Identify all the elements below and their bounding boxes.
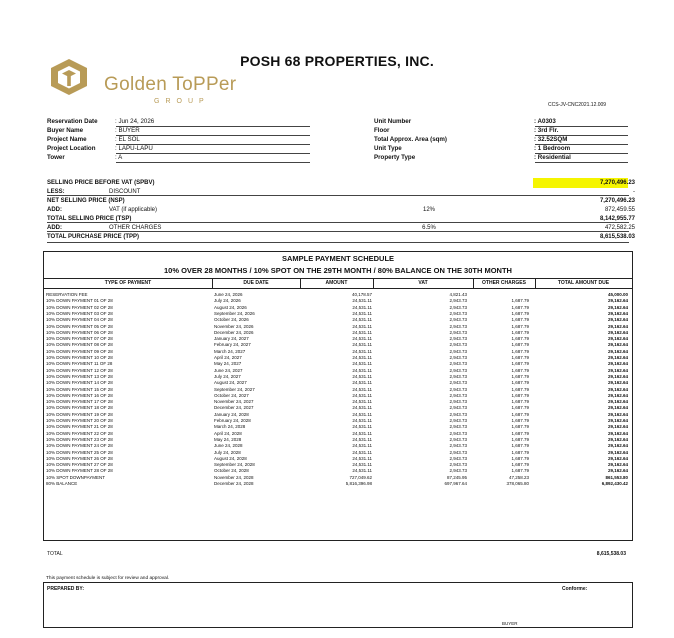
project-name-label: Project Name — [47, 136, 87, 143]
area-label: Total Approx. Area (sqm) — [374, 136, 447, 143]
vat-cell: 2,943.73 — [449, 317, 467, 323]
header-type: TYPE OF PAYMENT — [104, 280, 152, 286]
due-date-cell: July 24, 2027 — [214, 373, 241, 379]
total-amount-due-cell: 29,162.64 — [607, 443, 628, 449]
due-date-cell: March 24, 2027 — [214, 348, 246, 354]
payment-type-cell: 10% DOWN PAYMENT 03 OF 28 — [46, 310, 113, 316]
amount-cell: 24,531.11 — [352, 449, 372, 455]
divider — [116, 153, 310, 154]
payment-type-cell: 10% DOWN PAYMENT 27 OF 28 — [46, 462, 113, 468]
other-charges-cell: 1,687.79 — [511, 436, 529, 442]
property-type-label: Property Type — [374, 154, 416, 161]
due-date-cell: December 24, 2027 — [214, 405, 254, 411]
other-charges-cell: 1,687.79 — [511, 399, 529, 405]
other-charges-cell: 1,687.79 — [511, 424, 529, 430]
due-date-cell: September 24, 2027 — [214, 386, 255, 392]
other-charges-cell: 1,687.79 — [511, 355, 529, 360]
payment-type-cell: 10% DOWN PAYMENT 23 OF 28 — [46, 436, 113, 442]
total-amount-due-cell: 29,162.64 — [607, 373, 628, 379]
payment-type-cell: 10% DOWN PAYMENT 24 OF 28 — [46, 443, 113, 449]
unit-type-value: : 1 Bedroom — [534, 145, 571, 152]
divider — [47, 222, 629, 223]
due-date-cell: June 24, 2028 — [214, 443, 243, 449]
divider — [535, 126, 628, 127]
signature-box — [43, 582, 633, 628]
total-amount-due-cell: 45,000.00 — [607, 292, 628, 297]
summary-value: 7,270,496.23 — [599, 180, 635, 186]
due-date-cell: June 24, 2026 — [214, 292, 243, 297]
divider — [373, 278, 374, 288]
due-date-cell: November 24, 2026 — [214, 323, 254, 329]
vat-cell: 2,943.73 — [449, 373, 467, 379]
other-charges-cell: 1,687.79 — [511, 348, 529, 354]
other-charges-cell: 1,687.79 — [511, 392, 529, 398]
amount-cell: 24,531.11 — [352, 455, 372, 461]
total-amount-due-cell: 29,162.64 — [607, 399, 628, 405]
amount-cell: 24,531.11 — [352, 392, 372, 398]
summary-label: ADD: — [47, 225, 62, 231]
summary-label: ADD: — [47, 207, 62, 213]
amount-cell: 24,531.11 — [352, 361, 372, 367]
payment-type-cell: 10% DOWN PAYMENT 26 OF 28 — [46, 455, 113, 461]
payment-type-cell: 80% BALANCE — [46, 481, 78, 486]
total-amount-due-cell: 29,162.64 — [607, 367, 628, 373]
vat-cell: 87,245.95 — [446, 474, 467, 480]
prepared-by-label: PREPARED BY: — [47, 586, 85, 592]
due-date-cell: February 24, 2027 — [214, 342, 251, 348]
total-amount-due-cell: 29,162.64 — [607, 329, 628, 335]
other-charges-cell: 1,687.79 — [511, 336, 529, 342]
other-charges-cell: 1,687.79 — [511, 449, 529, 455]
amount-cell: 24,531.11 — [352, 399, 372, 405]
due-date-cell: June 24, 2027 — [214, 367, 243, 373]
logo-group: GROUP — [154, 98, 210, 105]
total-amount-due-cell: 29,162.64 — [607, 336, 628, 342]
document-code: CCS-JV-CNC2021.12.009 — [548, 102, 607, 108]
divider — [535, 144, 628, 145]
total-amount-due-cell: 29,162.64 — [607, 310, 628, 316]
vat-cell: 697,967.64 — [444, 481, 467, 486]
other-charges-cell: 1,687.79 — [511, 462, 529, 468]
total-amount-due-cell: 29,162.64 — [607, 411, 628, 417]
due-date-cell: February 24, 2028 — [214, 418, 251, 423]
other-charges-cell: 1,687.79 — [511, 298, 529, 304]
payment-type-cell: 10% DOWN PAYMENT 19 OF 28 — [46, 411, 113, 417]
header-total-due: TOTAL AMOUNT DUE — [557, 280, 610, 286]
vat-cell: 2,943.73 — [449, 405, 467, 411]
tower-label: Tower — [47, 154, 65, 161]
total-amount-due-cell: 29,162.64 — [607, 436, 628, 442]
other-charges-cell: 1,687.79 — [511, 310, 529, 316]
amount-cell: 24,531.11 — [352, 310, 372, 316]
schedule-title: SAMPLE PAYMENT SCHEDULE — [281, 254, 395, 263]
amount-cell: 24,531.11 — [352, 298, 372, 304]
vat-cell: 2,943.73 — [449, 411, 467, 417]
vat-cell: 2,943.73 — [449, 380, 467, 386]
total-amount-due-cell: 29,162.64 — [607, 405, 628, 411]
amount-cell: 24,531.11 — [352, 468, 372, 474]
divider — [116, 135, 310, 136]
other-charges-cell: 1,687.79 — [511, 411, 529, 417]
payment-type-cell: 10% DOWN PAYMENT 02 OF 28 — [46, 304, 113, 310]
vat-cell: 2,943.73 — [449, 392, 467, 398]
amount-cell: 24,531.11 — [352, 430, 372, 436]
reservation-date-value: : Jun 24, 2026 — [115, 118, 155, 125]
summary-value: 872,459.55 — [604, 207, 635, 213]
other-charges-cell: 1,687.79 — [511, 317, 529, 323]
divider — [535, 135, 628, 136]
total-amount-due-cell: 29,162.64 — [607, 317, 628, 323]
project-location-value: : LAPU-LAPU — [115, 145, 153, 152]
due-date-cell: July 24, 2026 — [214, 298, 241, 304]
payment-type-cell: 10% DOWN PAYMENT 10 OF 28 — [46, 355, 113, 360]
project-name-value: : EL SOL — [115, 136, 140, 143]
payment-type-cell: 10% DOWN PAYMENT 22 OF 28 — [46, 430, 113, 436]
reservation-date-label: Reservation Date — [47, 118, 98, 125]
other-charges-cell: 1,687.79 — [511, 373, 529, 379]
due-date-cell: January 24, 2028 — [214, 411, 249, 417]
logo-name: Golden ToPPer — [104, 74, 237, 95]
due-date-cell: September 24, 2028 — [214, 462, 255, 468]
divider — [47, 195, 629, 196]
total-amount-due-cell: 29,162.64 — [607, 323, 628, 329]
payment-type-cell: 10% DOWN PAYMENT 14 OF 28 — [46, 380, 113, 386]
due-date-cell: April 24, 2028 — [214, 430, 242, 436]
amount-cell: 24,531.11 — [352, 304, 372, 310]
amount-cell: 24,531.11 — [352, 405, 372, 411]
amount-cell: 24,531.11 — [352, 411, 372, 417]
vat-cell: 2,943.73 — [449, 436, 467, 442]
other-charges-cell: 1,687.79 — [511, 443, 529, 449]
due-date-cell: December 24, 2028 — [214, 481, 254, 486]
total-amount-due-cell: 29,162.64 — [607, 430, 628, 436]
total-amount-due-cell: 29,162.64 — [607, 380, 628, 386]
amount-cell: 24,531.11 — [352, 317, 372, 323]
payment-type-cell: 10% DOWN PAYMENT 06 OF 28 — [46, 329, 113, 335]
buyer-signature-label: BUYER — [502, 621, 518, 626]
vat-cell: 4,821.43 — [449, 292, 467, 297]
payment-type-cell: 10% DOWN PAYMENT 08 OF 28 — [46, 342, 113, 348]
vat-cell: 2,943.73 — [449, 355, 467, 360]
header-due-date: DUE DATE — [243, 280, 269, 286]
area-value: : 32.52SQM — [534, 136, 568, 143]
due-date-cell: March 24, 2028 — [214, 424, 246, 430]
summary-sublabel: DISCOUNT — [109, 189, 141, 195]
total-amount-due-cell: 29,162.64 — [607, 348, 628, 354]
other-charges-cell: 1,687.79 — [511, 342, 529, 348]
total-amount-due-cell: 29,162.64 — [607, 455, 628, 461]
due-date-cell: November 24, 2027 — [214, 399, 254, 405]
divider — [473, 278, 474, 288]
other-charges-cell: 1,687.79 — [511, 367, 529, 373]
total-amount-due-cell: 29,162.64 — [607, 449, 628, 455]
payment-type-cell: 10% DOWN PAYMENT 16 OF 28 — [46, 392, 113, 398]
due-date-cell: January 24, 2027 — [214, 336, 249, 342]
due-date-cell: November 24, 2028 — [214, 474, 254, 480]
divider — [116, 144, 310, 145]
vat-cell: 2,943.73 — [449, 310, 467, 316]
total-amount-due-cell: 29,162.64 — [607, 342, 628, 348]
total-amount-due-cell: 29,162.64 — [607, 468, 628, 474]
vat-cell: 2,943.73 — [449, 386, 467, 392]
other-charges-cell: 1,687.79 — [511, 430, 529, 436]
project-location-label: Project Location — [47, 145, 96, 152]
other-charges-cell: 1,687.79 — [511, 468, 529, 474]
company-title: POSH 68 PROPERTIES, INC. — [240, 53, 434, 69]
divider — [116, 126, 310, 127]
vat-cell: 2,943.73 — [449, 399, 467, 405]
buyer-name-value: : BUYER — [115, 127, 140, 134]
payment-type-cell: 10% DOWN PAYMENT 13 OF 28 — [46, 373, 113, 379]
due-date-cell: May 24, 2028 — [214, 436, 242, 442]
summary-value: 472,582.25 — [604, 225, 635, 231]
golden-topper-logo-icon — [49, 58, 89, 96]
payment-type-cell: 10% DOWN PAYMENT 25 OF 28 — [46, 449, 113, 455]
conforme-label: Conforme: — [562, 586, 588, 592]
vat-cell: 2,943.73 — [449, 449, 467, 455]
amount-cell: 24,531.11 — [352, 380, 372, 386]
due-date-cell: August 24, 2027 — [214, 380, 247, 386]
floor-label: Floor — [374, 127, 390, 134]
vat-cell: 2,943.73 — [449, 361, 467, 367]
tower-value: : A — [115, 154, 123, 161]
vat-cell: 2,943.73 — [449, 323, 467, 329]
summary-row — [47, 207, 635, 215]
review-note: This payment schedule is subject for review and approval. — [46, 576, 170, 581]
total-amount-due-cell: 29,162.64 — [607, 392, 628, 398]
property-type-value: : Residential — [534, 154, 571, 161]
summary-value: - — [633, 189, 635, 195]
due-date-cell: October 24, 2026 — [214, 317, 249, 323]
amount-cell: 24,531.11 — [352, 355, 372, 360]
payment-type-cell: 10% DOWN PAYMENT 17 OF 28 — [46, 399, 113, 405]
summary-rate: 6.5% — [422, 225, 436, 231]
payment-schedule — [43, 251, 633, 541]
due-date-cell: April 24, 2027 — [214, 355, 242, 360]
vat-cell: 2,943.73 — [449, 342, 467, 348]
schedule-subtitle: 10% OVER 28 MONTHS / 10% SPOT ON THE 29TH MONTH / 80% BALANCE ON THE 30TH MONTH — [164, 266, 512, 275]
amount-cell: 24,531.11 — [352, 436, 372, 442]
vat-cell: 2,943.73 — [449, 367, 467, 373]
payment-type-cell: 10% DOWN PAYMENT 07 OF 28 — [46, 336, 113, 342]
vat-cell: 2,943.73 — [449, 424, 467, 430]
header-amount: AMOUNT — [325, 280, 348, 286]
summary-rate: 12% — [422, 207, 435, 213]
total-amount-due-cell: 29,162.64 — [607, 462, 628, 468]
due-date-cell: October 24, 2028 — [214, 468, 249, 474]
unit-number-label: Unit Number — [374, 118, 412, 125]
amount-cell: 24,531.11 — [352, 348, 372, 354]
payment-type-cell: 10% DOWN PAYMENT 15 OF 28 — [46, 386, 113, 392]
payment-type-cell: 10% SPOT DOWNPAYMENT — [46, 474, 106, 480]
vat-cell: 2,943.73 — [449, 468, 467, 474]
amount-cell: 5,816,396.98 — [345, 481, 372, 486]
divider — [300, 278, 301, 288]
payment-type-cell: 10% DOWN PAYMENT 04 OF 28 — [46, 317, 113, 323]
amount-cell: 24,531.11 — [352, 424, 372, 430]
other-charges-cell: 47,258.23 — [508, 474, 529, 480]
vat-cell: 2,943.73 — [449, 455, 467, 461]
amount-cell: 24,531.11 — [352, 323, 372, 329]
table-row — [44, 481, 632, 487]
summary-label: LESS: — [47, 189, 65, 195]
payment-type-cell: 10% DOWN PAYMENT 21 OF 28 — [46, 424, 113, 430]
due-date-cell: December 24, 2026 — [214, 329, 254, 335]
divider — [116, 162, 310, 163]
total-amount-due-cell: 29,162.64 — [607, 424, 628, 430]
other-charges-cell: 1,687.79 — [511, 361, 529, 367]
total-amount-due-cell: 29,162.64 — [607, 298, 628, 304]
amount-cell: 24,531.11 — [352, 443, 372, 449]
vat-cell: 2,943.73 — [449, 348, 467, 354]
amount-cell: 24,531.11 — [352, 329, 372, 335]
payment-type-cell: 10% DOWN PAYMENT 11 OF 28 — [46, 361, 113, 367]
total-amount-due-cell: 29,162.64 — [607, 386, 628, 392]
amount-cell: 24,531.11 — [352, 336, 372, 342]
amount-cell: 24,531.11 — [352, 418, 372, 423]
vat-cell: 2,943.73 — [449, 329, 467, 335]
other-charges-cell: 1,687.79 — [511, 380, 529, 386]
due-date-cell: August 24, 2026 — [214, 304, 247, 310]
vat-cell: 2,943.73 — [449, 443, 467, 449]
due-date-cell: September 24, 2026 — [214, 310, 255, 316]
other-charges-cell: 1,687.79 — [511, 418, 529, 423]
amount-cell: 727,049.62 — [349, 474, 372, 480]
due-date-cell: August 24, 2028 — [214, 455, 247, 461]
vat-cell: 2,943.73 — [449, 304, 467, 310]
amount-cell: 24,531.11 — [352, 373, 372, 379]
other-charges-cell: 1,687.79 — [511, 405, 529, 411]
other-charges-cell: 1,687.79 — [511, 329, 529, 335]
summary-value: 7,270,496.23 — [599, 198, 635, 204]
total-amount-due-cell: 29,162.64 — [607, 355, 628, 360]
due-date-cell: May 24, 2027 — [214, 361, 242, 367]
unit-type-label: Unit Type — [374, 145, 402, 152]
due-date-cell: July 24, 2028 — [214, 449, 241, 455]
summary-label: NET SELLING PRICE (NSP) — [47, 198, 125, 204]
header-other-charges: OTHER CHARGES — [482, 280, 526, 286]
payment-type-cell: 10% DOWN PAYMENT 09 OF 28 — [46, 348, 113, 354]
total-amount-due-cell: 6,892,430.42 — [601, 481, 628, 486]
floor-value: : 3rd Flr. — [534, 127, 559, 134]
payment-type-cell: 10% DOWN PAYMENT 20 OF 28 — [46, 418, 113, 423]
amount-cell: 24,531.11 — [352, 342, 372, 348]
total-label: TOTAL — [47, 551, 63, 557]
divider — [47, 231, 629, 232]
divider — [535, 162, 628, 163]
other-charges-cell: 1,687.79 — [511, 455, 529, 461]
other-charges-cell: 1,687.79 — [511, 323, 529, 329]
amount-cell: 40,178.57 — [351, 292, 372, 297]
summary-value: 8,615,538.03 — [599, 234, 635, 240]
amount-cell: 24,531.11 — [352, 367, 372, 373]
amount-cell: 24,531.11 — [352, 386, 372, 392]
other-charges-cell: 378,065.80 — [506, 481, 529, 486]
vat-cell: 2,943.73 — [449, 336, 467, 342]
due-date-cell: October 24, 2027 — [214, 392, 249, 398]
summary-sublabel: VAT (if applicable) — [109, 207, 158, 213]
summary-row — [47, 180, 635, 188]
vat-cell: 2,943.73 — [449, 462, 467, 468]
schedule-header — [44, 278, 632, 289]
summary-row — [47, 198, 635, 206]
summary-sublabel: OTHER CHARGES — [109, 225, 162, 231]
vat-cell: 2,943.73 — [449, 430, 467, 436]
buyer-name-label: Buyer Name — [47, 127, 84, 134]
other-charges-cell: 1,687.79 — [511, 386, 529, 392]
total-amount-due-cell: 861,553.80 — [605, 474, 628, 480]
summary-label: TOTAL PURCHASE PRICE (TPP) — [47, 234, 140, 240]
payment-type-cell: RESERVATION FEE — [46, 292, 88, 297]
divider — [535, 153, 628, 154]
summary-row — [47, 234, 635, 242]
payment-type-cell: 10% DOWN PAYMENT 28 OF 28 — [46, 468, 113, 474]
total-value: 8,615,538.03 — [596, 551, 626, 557]
other-charges-cell: 1,687.79 — [511, 304, 529, 310]
divider — [47, 242, 629, 243]
divider — [535, 278, 536, 288]
vat-cell: 2,943.73 — [449, 298, 467, 304]
total-amount-due-cell: 29,162.64 — [607, 418, 628, 423]
summary-label: TOTAL SELLING PRICE (TSP) — [47, 216, 132, 222]
payment-type-cell: 10% DOWN PAYMENT 01 OF 28 — [46, 298, 113, 304]
total-amount-due-cell: 29,162.64 — [607, 361, 628, 367]
payment-type-cell: 10% DOWN PAYMENT 18 OF 28 — [46, 405, 113, 411]
vat-cell: 2,943.73 — [449, 418, 467, 423]
summary-label: SELLING PRICE BEFORE VAT (SPBV) — [47, 180, 155, 186]
total-amount-due-cell: 29,162.64 — [607, 304, 628, 310]
payment-type-cell: 10% DOWN PAYMENT 12 OF 28 — [46, 367, 113, 373]
header-vat: VAT — [418, 280, 428, 286]
divider — [212, 278, 213, 288]
payment-type-cell: 10% DOWN PAYMENT 05 OF 28 — [46, 323, 113, 329]
summary-value: 8,142,955.77 — [599, 216, 635, 222]
unit-number-value: : A0303 — [534, 118, 556, 125]
amount-cell: 24,531.11 — [352, 462, 372, 468]
